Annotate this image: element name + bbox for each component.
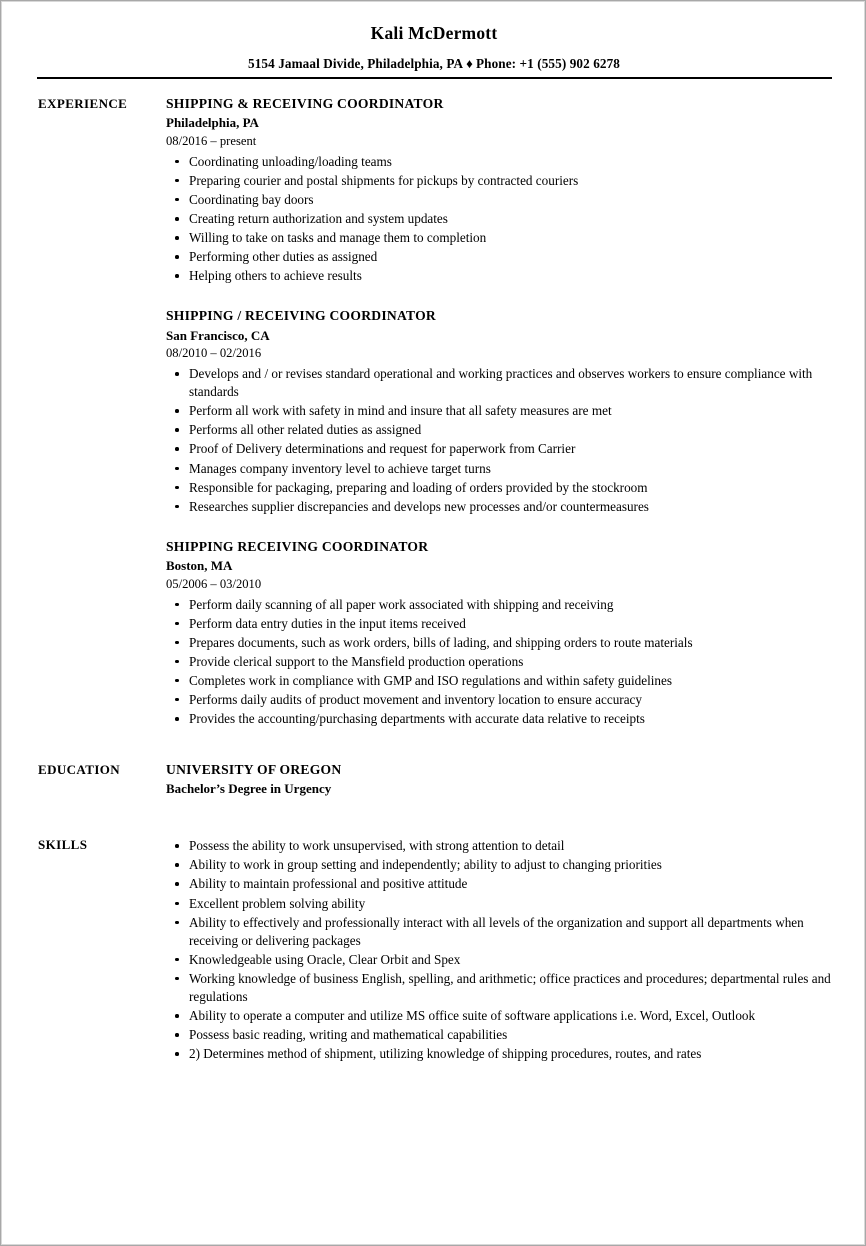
skills-section	[1, 836, 866, 1063]
list-item: Performs all other related duties as assigned	[166, 421, 837, 439]
list-item: Ability to work in group setting and independently; ability to adjust to changing priorities	[166, 856, 837, 874]
list-item: Ability to maintain professional and positive attitude	[166, 875, 837, 893]
list-item: Excellent problem solving ability	[166, 895, 837, 913]
list-item: Performs daily audits of product movement and inventory location to ensure accuracy	[166, 691, 837, 709]
education-school: UNIVERSITY OF OREGON	[166, 762, 342, 778]
contact-address: 5154 Jamaal Divide, Philadelphia, PA	[248, 56, 464, 71]
job-dates: 05/2006 – 03/2010	[166, 576, 262, 591]
list-item: Ability to operate a computer and utilize MS office suite of software applications i.e. Word, Excel, Outlook	[166, 1007, 837, 1025]
job-dates: 08/2016 – present	[166, 133, 257, 148]
resume-content	[1, 1, 866, 1063]
skills-body	[166, 836, 866, 1063]
list-item: Proof of Delivery determinations and request for paperwork from Carrier	[166, 440, 837, 458]
experience-section	[1, 95, 866, 728]
section-label-skills: SKILLS	[38, 837, 88, 853]
list-item: Provides the accounting/purchasing departments with accurate data relative to receipts	[166, 710, 837, 728]
section-label-education: EDUCATION	[38, 762, 121, 778]
education-body	[166, 761, 866, 799]
list-item: Responsible for packaging, preparing and loading of orders provided by the stockroom	[166, 479, 837, 497]
job-bullet-list	[166, 153, 837, 286]
list-item: Coordinating unloading/loading teams	[166, 153, 837, 171]
list-item: Prepares documents, such as work orders, bills of lading, and shipping orders to route materials	[166, 634, 837, 652]
list-item: Creating return authorization and system updates	[166, 210, 837, 228]
list-item: Willing to take on tasks and manage them to completion	[166, 229, 837, 247]
skills-bullet-list	[166, 837, 837, 1063]
contact-phone: Phone: +1 (555) 902 6278	[475, 56, 620, 71]
job-bullet-list	[166, 365, 837, 516]
list-item: Coordinating bay doors	[166, 191, 837, 209]
list-item: Manages company inventory level to achieve target turns	[166, 460, 837, 478]
job-entry	[166, 95, 837, 285]
job-dates: 08/2010 – 02/2016	[166, 346, 262, 361]
list-item: Ability to effectively and professionally interact with all levels of the organization and support all departments when receiving or delivering packages	[166, 914, 837, 950]
list-item: Completes work in compliance with GMP and ISO regulations and within safety guidelines	[166, 672, 837, 690]
education-section	[1, 761, 866, 799]
list-item: Researches supplier discrepancies and develops new processes and/or countermeasures	[166, 498, 837, 516]
job-location: San Francisco, CA	[166, 327, 270, 343]
list-item: Perform daily scanning of all paper work associated with shipping and receiving	[166, 596, 837, 614]
list-item: Knowledgeable using Oracle, Clear Orbit and Spex	[166, 951, 837, 969]
job-entry	[166, 538, 837, 728]
header-divider	[37, 77, 832, 79]
section-label-experience: EXPERIENCE	[38, 96, 128, 111]
job-title: SHIPPING RECEIVING COORDINATOR	[166, 538, 429, 554]
contact-line	[1, 56, 866, 72]
diamond-separator-icon: ♦	[466, 56, 473, 71]
job-title: SHIPPING & RECEIVING COORDINATOR	[166, 96, 444, 111]
list-item: Possess basic reading, writing and mathematical capabilities	[166, 1026, 837, 1044]
job-bullet-list	[166, 596, 837, 729]
job-location: Boston, MA	[166, 558, 233, 574]
list-item: Develops and / or revises standard operational and working practices and observes workers to ensure compliance with standards	[166, 365, 837, 401]
job-entry	[166, 307, 837, 515]
job-title: SHIPPING / RECEIVING COORDINATOR	[166, 308, 436, 324]
candidate-name: Kali McDermott	[370, 23, 498, 43]
list-item: Perform data entry duties in the input items received	[166, 615, 837, 633]
list-item: Preparing courier and postal shipments for pickups by contracted couriers	[166, 172, 837, 190]
list-item: 2) Determines method of shipment, utilizing knowledge of shipping procedures, routes, and rates	[166, 1045, 837, 1063]
list-item: Provide clerical support to the Mansfield production operations	[166, 653, 837, 671]
education-degree: Bachelor’s Degree in Urgency	[166, 781, 332, 797]
resume-header	[1, 1, 866, 79]
list-item: Helping others to achieve results	[166, 267, 837, 285]
job-location: Philadelphia, PA	[166, 115, 259, 131]
list-item: Performing other duties as assigned	[166, 248, 837, 266]
list-item: Perform all work with safety in mind and insure that all safety measures are met	[166, 402, 837, 420]
list-item: Possess the ability to work unsupervised, with strong attention to detail	[166, 837, 837, 855]
experience-body	[166, 95, 866, 728]
list-item: Working knowledge of business English, spelling, and arithmetic; office practices and procedures; departmental rules and regulations	[166, 970, 837, 1006]
